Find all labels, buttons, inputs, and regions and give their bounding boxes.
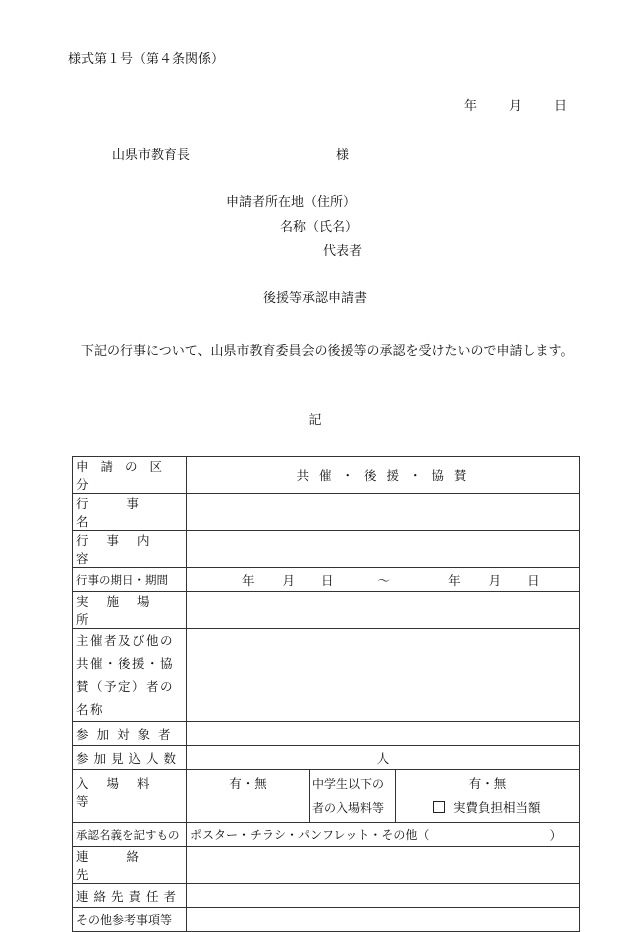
table-row bbox=[73, 823, 580, 847]
row-label: その他参考事項等 bbox=[73, 908, 187, 932]
category-value[interactable]: 共 催 ・ 後 援 ・ 協 賛 bbox=[187, 457, 580, 494]
date-day: 日 bbox=[554, 99, 568, 114]
row-label: 参加見込人数 bbox=[73, 746, 187, 770]
applicant-name-label: 名称（氏名） bbox=[280, 220, 359, 235]
person-unit: 人 bbox=[376, 750, 390, 766]
table-row bbox=[73, 847, 580, 884]
table-row bbox=[73, 770, 580, 823]
event-content-field[interactable] bbox=[187, 531, 580, 568]
applicant-representative-label: 代表者 bbox=[323, 244, 363, 259]
document-title: 後援等承認申請書 bbox=[262, 291, 367, 306]
table-row bbox=[73, 908, 580, 932]
table-row bbox=[73, 531, 580, 568]
table-row bbox=[73, 457, 580, 494]
form-number: 様式第１号（第４条関係） bbox=[68, 52, 225, 67]
row-label: 入場料等 bbox=[73, 770, 187, 823]
date-month: 月 bbox=[509, 99, 523, 114]
row-label: 行事内容 bbox=[73, 531, 187, 568]
tilde: ～ bbox=[377, 572, 391, 588]
row-label: 連絡先 bbox=[73, 847, 187, 884]
row-label: 行事名 bbox=[73, 494, 187, 531]
honorific: 様 bbox=[336, 148, 350, 163]
table-row bbox=[73, 494, 580, 531]
row-label: 主催者及び他の共催・後援・協賛（予定）者の名称 bbox=[73, 629, 187, 722]
period-field[interactable]: 年 月 日 ～ 年 月 日 bbox=[187, 568, 580, 592]
row-label: 連絡先責任者 bbox=[73, 884, 187, 908]
row-label bbox=[73, 457, 187, 494]
body-text: 下記の行事について、山県市教育委員会の後援等の承認を受けたいので申請します。 bbox=[81, 344, 574, 359]
contact-person-field[interactable] bbox=[187, 884, 580, 908]
row-label: 実施場所 bbox=[73, 592, 187, 629]
ki-heading: 記 bbox=[308, 413, 322, 428]
target-field[interactable] bbox=[187, 722, 580, 746]
applicant-address-label: 申請者所在地（住所） bbox=[226, 195, 357, 210]
date-year: 年 bbox=[464, 99, 478, 114]
junior-fee-value[interactable]: 有・無 実費負担相当額 bbox=[396, 770, 580, 823]
expected-field[interactable] bbox=[187, 746, 580, 770]
fee-yes-no[interactable]: 有・無 bbox=[187, 770, 310, 823]
event-name-field[interactable] bbox=[187, 494, 580, 531]
table-row bbox=[73, 592, 580, 629]
category-label: 申請の区分 bbox=[76, 459, 175, 492]
recipient: 山県市教育長 bbox=[112, 148, 191, 163]
table-row bbox=[73, 629, 580, 722]
venue-field[interactable] bbox=[187, 592, 580, 629]
table-row bbox=[73, 722, 580, 746]
organizer-field[interactable] bbox=[187, 629, 580, 722]
table-row bbox=[73, 884, 580, 908]
date-line bbox=[464, 99, 567, 115]
checkbox[interactable] bbox=[433, 801, 445, 813]
row-label: 行事の期日・期間 bbox=[73, 568, 187, 592]
row-label: 承認名義を記すもの bbox=[73, 823, 187, 847]
application-table bbox=[72, 456, 580, 932]
approval-media-field[interactable]: ポスター・チラシ・パンフレット・その他（ ） bbox=[187, 823, 580, 847]
contact-field[interactable] bbox=[187, 847, 580, 884]
row-label: 参加対象者 bbox=[73, 722, 187, 746]
table-row bbox=[73, 568, 580, 592]
other-field[interactable] bbox=[187, 908, 580, 932]
table-row bbox=[73, 746, 580, 770]
junior-fee-label: 中学生以下の 者の入場料等 bbox=[310, 770, 396, 823]
